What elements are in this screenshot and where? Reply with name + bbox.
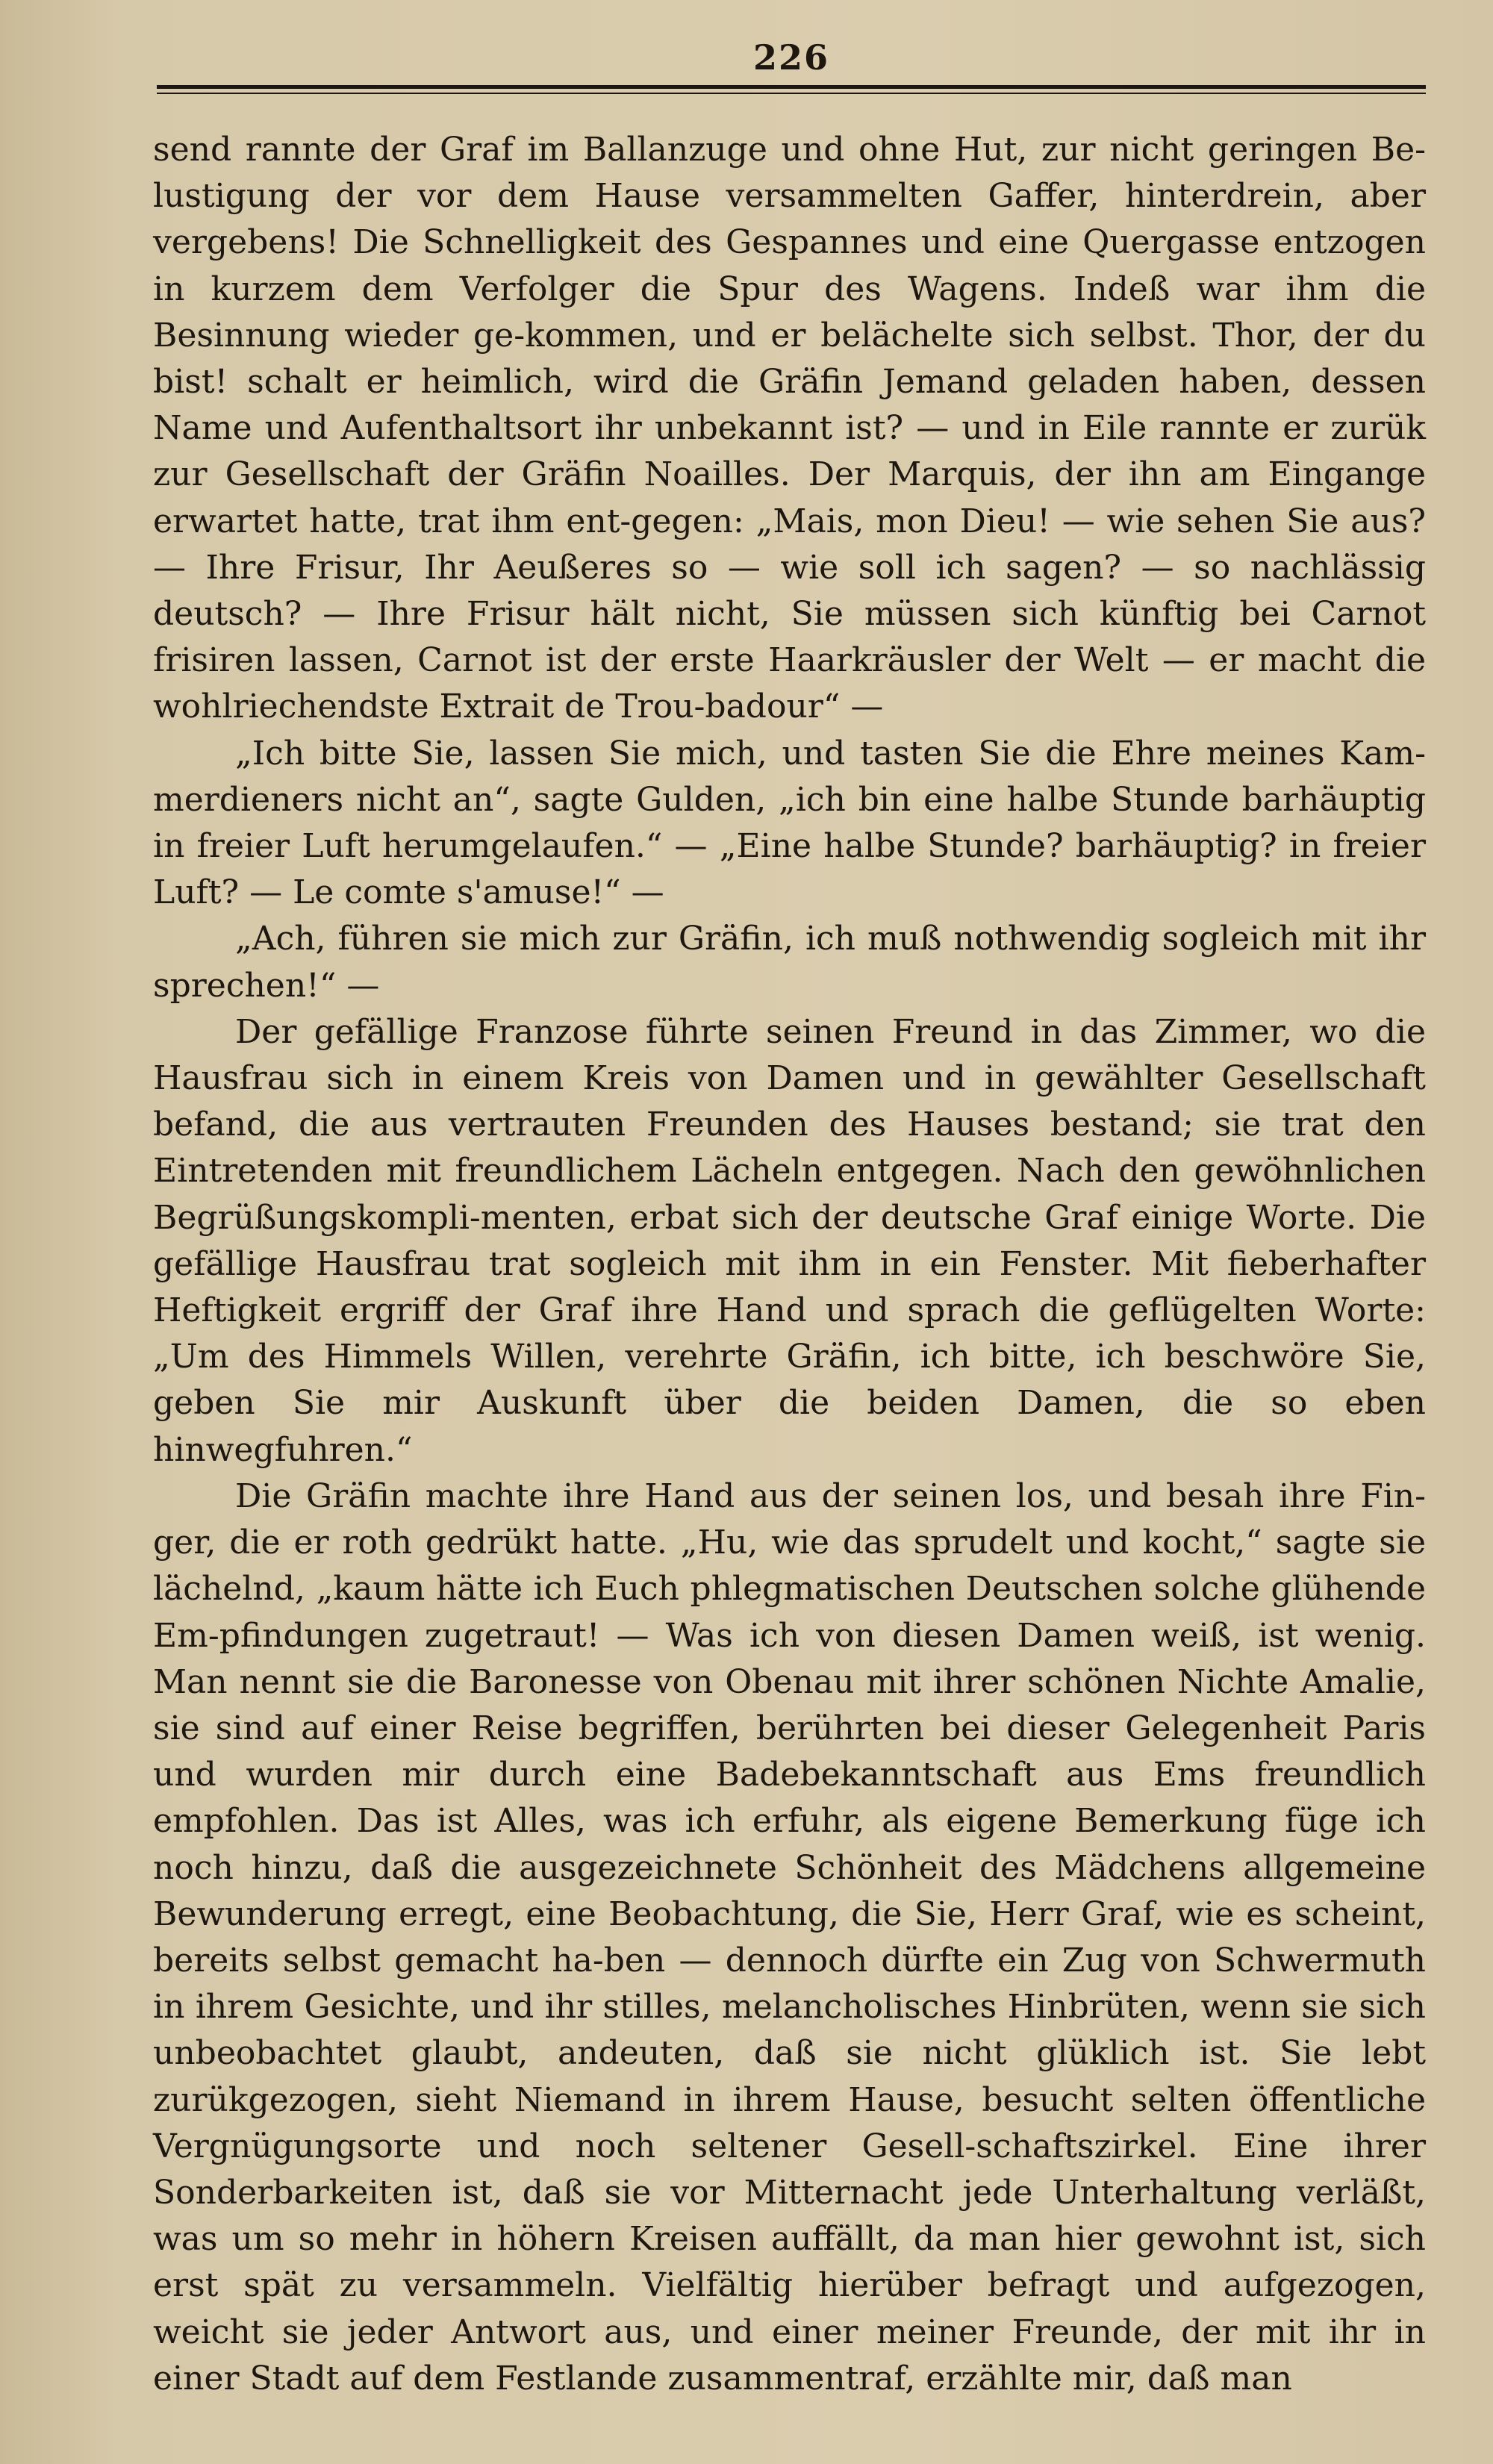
body-text: [153, 127, 1426, 2402]
header-rule-thin: [157, 93, 1426, 94]
header-rule: [157, 85, 1426, 89]
paragraph: „Ich bitte Sie, lassen Sie mich, und tasten Sie die Ehre meines Kam-merdieners nicht an“, sagte Gulden, „ich bin eine halbe Stunde barhäuptig in freier Luft herumgelaufen.“ — „Eine halbe Stunde? barhäuptig? in freier Luft? — Le comte s'amuse!“ —: [153, 734, 1426, 912]
paragraph: Die Gräfin machte ihre Hand aus der seinen los, und besah ihre Fin-ger, die er roth gedrükt hatte. „Hu, wie das sprudelt und kocht,“ sagte sie lächelnd, „kaum hätte ich Euch phlegmatischen Deutschen solche glühende Em-pfindungen zugetraut! — Was ich von diesen Damen weiß, ist wenig. Man nennt sie die Baronesse von Obenau mit ihrer schönen Nichte Amalie, sie sind auf einer Reise begriffen, berührten bei dieser Gelegenheit Paris und wurden mir durch eine Badebekanntschaft aus Ems freundlich empfohlen. Das ist Alles, was ich erfuhr, als eigene Bemerkung füge ich noch hinzu, daß die ausgezeichnete Schönheit des Mädchens allgemeine Bewunderung erregt, eine Beobachtung, die Sie, Herr Graf, wie es scheint, bereits selbst gemacht ha-ben — dennoch dürfte ein Zug von Schwermuth in ihrem Gesichte, und ihr stilles, melancholisches Hinbrüten, wenn sie sich unbeobachtet glaubt, andeuten, daß sie nicht glüklich ist. Sie lebt zurükgezogen, sieht Niemand in ihrem Hause, besucht selten öffentliche Vergnügungsorte und noch seltener Gesell-schaftszirkel. Eine ihrer Sonderbarkeiten ist, daß sie vor Mitternacht jede Unterhaltung verläßt, was um so mehr in höhern Kreisen auffällt, da man hier gewohnt ist, sich erst spät zu versammeln. Vielfältig hierüber befragt und aufgezogen, weicht sie jeder Antwort aus, und einer meiner Freunde, der mit ihr in einer Stadt auf dem Festlande zusammentraf, erzählte mir, daß man: [153, 1476, 1426, 2398]
paragraph: Der gefällige Franzose führte seinen Freund in das Zimmer, wo die Hausfrau sich in einem Kreis von Damen und in gewählter Gesellschaft befand, die aus vertrauten Freunden des Hauses bestand; sie trat den Eintretenden mit freundlichem Lächeln entgegen. Nach den gewöhnlichen Begrüßungskompli-menten, erbat sich der deutsche Graf einige Worte. Die gefällige Hausfrau trat sogleich mit ihm in ein Fenster. Mit fieberhafter Heftigkeit ergriff der Graf ihre Hand und sprach die geflügelten Worte: „Um des Himmels Willen, verehrte Gräfin, ich bitte, ich beschwöre Sie, geben Sie mir Auskunft über die beiden Damen, die so eben hinwegfuhren.“: [153, 1012, 1426, 1469]
paragraph: send rannte der Graf im Ballanzuge und ohne Hut, zur nicht geringen Be-lustigung der vor dem Hause versammelten Gaffer, hinterdrein, aber vergebens! Die Schnelligkeit des Gespannes und eine Quergasse entzogen in kurzem dem Verfolger die Spur des Wagens. Indeß war ihm die Besinnung wieder ge-kommen, und er belächelte sich selbst. Thor, der du bist! schalt er heimlich, wird die Gräfin Jemand geladen haben, dessen Name und Aufenthaltsort ihr unbekannt ist? — und in Eile rannte er zurük zur Gesellschaft der Gräfin Noailles. Der Marquis, der ihn am Eingange erwartet hatte, trat ihm ent-gegen: „Mais, mon Dieu! — wie sehen Sie aus? — Ihre Frisur, Ihr Aeußeres so — wie soll ich sagen? — so nachlässig deutsch? — Ihre Frisur hält nicht, Sie müssen sich künftig bei Carnot frisiren lassen, Carnot ist der erste Haarkräusler der Welt — er macht die wohlriechendste Extrait de Trou-badour“ —: [153, 131, 1426, 726]
paragraph: „Ach, führen sie mich zur Gräfin, ich muß nothwendig sogleich mit ihr sprechen!“ —: [153, 920, 1426, 1005]
page-header: [157, 30, 1426, 97]
page-number: 226: [752, 37, 830, 78]
